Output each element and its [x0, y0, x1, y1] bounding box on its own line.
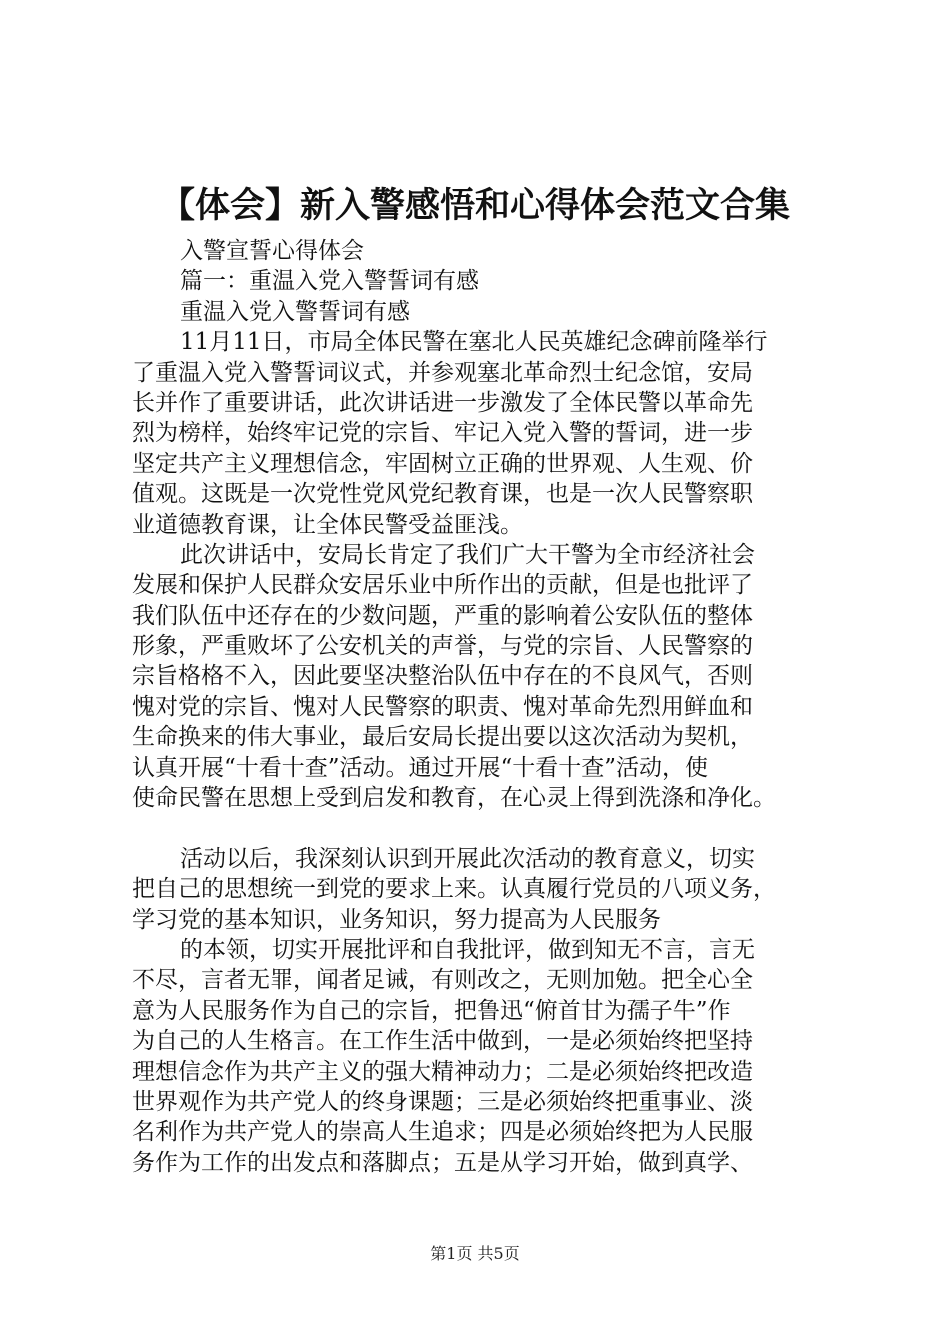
- text-line: 发展和保护人民群众安居乐业中所作出的贡献，但是也批评了: [132, 572, 753, 599]
- text-line: 形象，严重败坏了公安机关的声誉，与党的宗旨、人民警察的: [132, 633, 753, 660]
- text-line: 此次讲话中，安局长肯定了我们广大干警为全市经济社会: [180, 541, 755, 568]
- text-line: 为自己的人生格言。在工作生活中做到，一是必须始终把坚持: [132, 1028, 753, 1055]
- text-line: 我们队伍中还存在的少数问题，严重的影响着公安队伍的整体: [132, 602, 753, 629]
- page-number-footer: 第1页 共5页: [430, 1244, 520, 1263]
- text-line: 值观。这既是一次党性党风党纪教育课，也是一次人民警察职: [132, 481, 753, 508]
- text-line: 11月11日，市局全体民警在塞北人民英雄纪念碑前隆举行: [180, 329, 768, 356]
- text-line: 理想信念作为共产主义的强大精神动力；二是必须始终把改造: [132, 1058, 753, 1085]
- text-line: 生命换来的伟大事业，最后安局长提出要以这次活动为契机，: [132, 724, 753, 751]
- text-line: 活动以后，我深刻认识到开展此次活动的教育意义，切实: [180, 845, 755, 872]
- blank-line: [132, 813, 852, 843]
- text-line: 世界观作为共产党人的终身课题；三是必须始终把重事业、淡: [132, 1088, 753, 1115]
- text-line: 愧对党的宗旨、愧对人民警察的职责、愧对革命先烈用鲜血和: [132, 693, 753, 720]
- text-line: 宗旨格格不入，因此要坚决整治队伍中存在的不良风气，否则: [132, 663, 753, 690]
- document-body: [132, 236, 852, 1178]
- text-line: 长并作了重要讲话，此次讲话进一步激发了全体民警以革命先: [132, 389, 753, 416]
- text-line: 名利作为共产党人的崇高人生追求；四是必须始终把为人民服: [132, 1119, 753, 1146]
- text-line: 篇一：重温入党入警誓词有感: [180, 268, 479, 295]
- text-line: 把自己的思想统一到党的要求上来。认真履行党员的八项义务，: [132, 876, 776, 903]
- text-line: 了重温入党入警誓词议式，并参观塞北革命烈士纪念馆，安局: [132, 359, 753, 386]
- text-line: 业道德教育课，让全体民警受益匪浅。: [132, 511, 523, 538]
- text-line: 的本领，切实开展批评和自我批评，做到知无不言，言无: [180, 936, 755, 963]
- text-line: 学习党的基本知识，业务知识，努力提高为人民服务: [132, 906, 661, 933]
- text-line: 认真开展“十看十查”活动。通过开展“十看十查”活动，使: [132, 754, 709, 781]
- text-line: 意为人民服务作为自己的宗旨，把鲁迅“俯首甘为孺子牛”作: [132, 997, 731, 1024]
- text-line: 使命民警在思想上受到启发和教育，在心灵上得到洗涤和净化。: [132, 785, 776, 812]
- document-title: 【体会】新入警感悟和心得体会范文合集: [159, 185, 790, 226]
- text-line: 重温入党入警誓词有感: [180, 298, 410, 325]
- text-line: 烈为榜样，始终牢记党的宗旨、牢记入党入警的誓词，进一步: [132, 420, 753, 447]
- text-line: 务作为工作的出发点和落脚点；五是从学习开始，做到真学、: [132, 1149, 753, 1176]
- text-line: 坚定共产主义理想信念，牢固树立正确的世界观、人生观、价: [132, 450, 753, 477]
- text-line: 入警宣誓心得体会: [180, 238, 364, 264]
- text-line: 不尽，言者无罪，闻者足诫，有则改之，无则加勉。把全心全: [132, 967, 753, 994]
